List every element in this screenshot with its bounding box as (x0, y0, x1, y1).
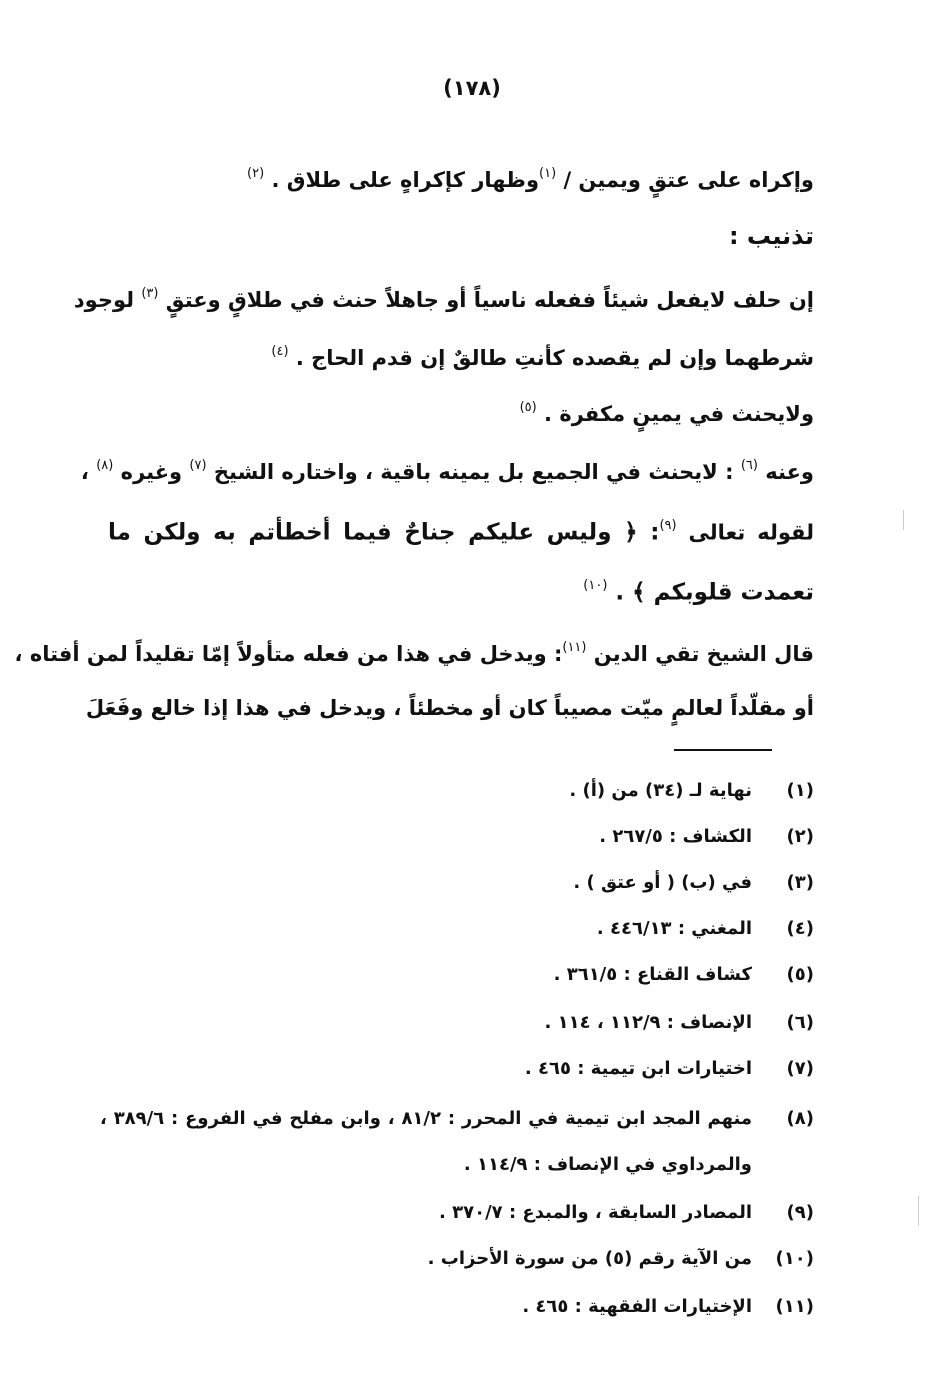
body-line-7 (108, 508, 814, 553)
text: شرطهما وإن لم يقصده كأنتِ طالقٌ إن قدم الحاج . (288, 346, 814, 370)
text: لقوله تعالى (676, 520, 814, 545)
footnote-text: الكشاف : ٢٦٧/٥ . (599, 826, 752, 847)
text: : ويدخل في هذا من فعله متأولاً إمّا تقليداً لمن أفتاه ، (14, 642, 563, 666)
body-line-8 (108, 568, 814, 613)
body-line-3 (73, 276, 814, 320)
footnote-text: المغني : ٤٤٦/١٣ . (596, 918, 752, 939)
footnote-ref[interactable]: (١١) (562, 640, 587, 655)
text: وعنه (757, 460, 814, 484)
body-line-4 (108, 334, 814, 378)
footnote-ref[interactable]: (٦) (740, 458, 758, 473)
footnote-number: (٩) (786, 1202, 814, 1223)
footnote-ref[interactable]: (٥) (519, 400, 537, 415)
body-line-9 (14, 630, 814, 674)
footnote-number: (٢) (786, 826, 814, 847)
footnote-text: والمرداوي في الإنصاف : ١١٤/٩ . (463, 1154, 752, 1175)
footnote-number: (١٠) (775, 1248, 814, 1269)
text: قال الشيخ تقي الدين (586, 642, 814, 666)
footnote-text: منهم المجد ابن تيمية في المحرر : ٨١/٢ ، وابن مفلح في الفروع : ٣٨٩/٦ ، (100, 1108, 753, 1129)
footnote-number: (٣) (786, 872, 814, 893)
text: ولايحنث في يمينٍ مكفرة . (536, 402, 814, 426)
quran-quote: تعمدت قلوبكم ﴾ . (607, 579, 814, 606)
footnote-number: (٦) (786, 1012, 814, 1033)
footnote-text: نهاية لـ (٣٤) من (أ) . (569, 780, 752, 801)
footnote-separator (674, 749, 772, 751)
text: وظهار كإكراهٍ على طلاق . (264, 168, 539, 192)
footnote-ref[interactable]: (١) (539, 166, 557, 181)
body-line-10: أو مقلّداً لعالمٍ ميّت مصيباً كان أو مخطئاً ، ويدخل في هذا إذا خالع وفَعَلَ (85, 696, 814, 720)
footnote-text: الإختيارات الفقهية : ٤٦٥ . (522, 1296, 752, 1317)
footnote-ref[interactable]: (٣) (141, 286, 159, 301)
footnote-ref[interactable]: (٨) (96, 458, 114, 473)
footnote-number: (٨) (786, 1108, 814, 1129)
footnote-text: المصادر السابقة ، والمبدع : ٣٧٠/٧ . (439, 1202, 752, 1223)
text: : لايحنث في الجميع بل يمينه باقية ، واختاره الشيخ (206, 460, 741, 484)
footnote-text: اختيارات ابن تيمية : ٤٦٥ . (524, 1058, 752, 1079)
footnote-number: (١١) (775, 1296, 814, 1317)
footnote-number: (٥) (786, 964, 814, 985)
scan-artifact (918, 1196, 919, 1226)
footnote-ref[interactable]: (٢) (247, 166, 265, 181)
footnote-number: (١) (786, 780, 814, 801)
text: ، (80, 460, 97, 484)
section-heading: تذنيب : (728, 222, 814, 250)
footnote-text: من الآية رقم (٥) من سورة الأحزاب . (427, 1248, 752, 1269)
body-line-5 (108, 390, 814, 434)
footnote-ref[interactable]: (٧) (189, 458, 207, 473)
footnote-text: كشاف القناع : ٣٦١/٥ . (553, 964, 752, 985)
page-number: (١٧٨) (443, 76, 501, 100)
footnote-ref[interactable]: (٩) (659, 518, 677, 533)
text: لوجود (73, 288, 142, 312)
text: وغيره (113, 460, 190, 484)
text: إن حلف لايفعل شيئاً ففعله ناسياً أو جاهلاً حنث في طلاقٍ وعتقٍ (158, 288, 814, 312)
footnote-number: (٤) (786, 918, 814, 939)
body-line-6 (80, 448, 814, 492)
text: وإكراه على عتقٍ ويمين / (556, 168, 814, 192)
footnote-ref[interactable]: (١٠) (583, 578, 608, 593)
footnote-number: (٧) (786, 1058, 814, 1079)
body-line-1 (108, 156, 814, 200)
footnote-ref[interactable]: (٤) (271, 344, 289, 359)
footnote-text: في (ب) ( أو عتق ) . (573, 872, 752, 893)
quran-quote: : ﴿ وليس عليكم جناحٌ فيما أخطأتم به ولكن ما (108, 519, 660, 546)
scan-artifact (903, 510, 904, 530)
footnote-text: الإنصاف : ١١٢/٩ ، ١١٤ . (544, 1012, 752, 1033)
